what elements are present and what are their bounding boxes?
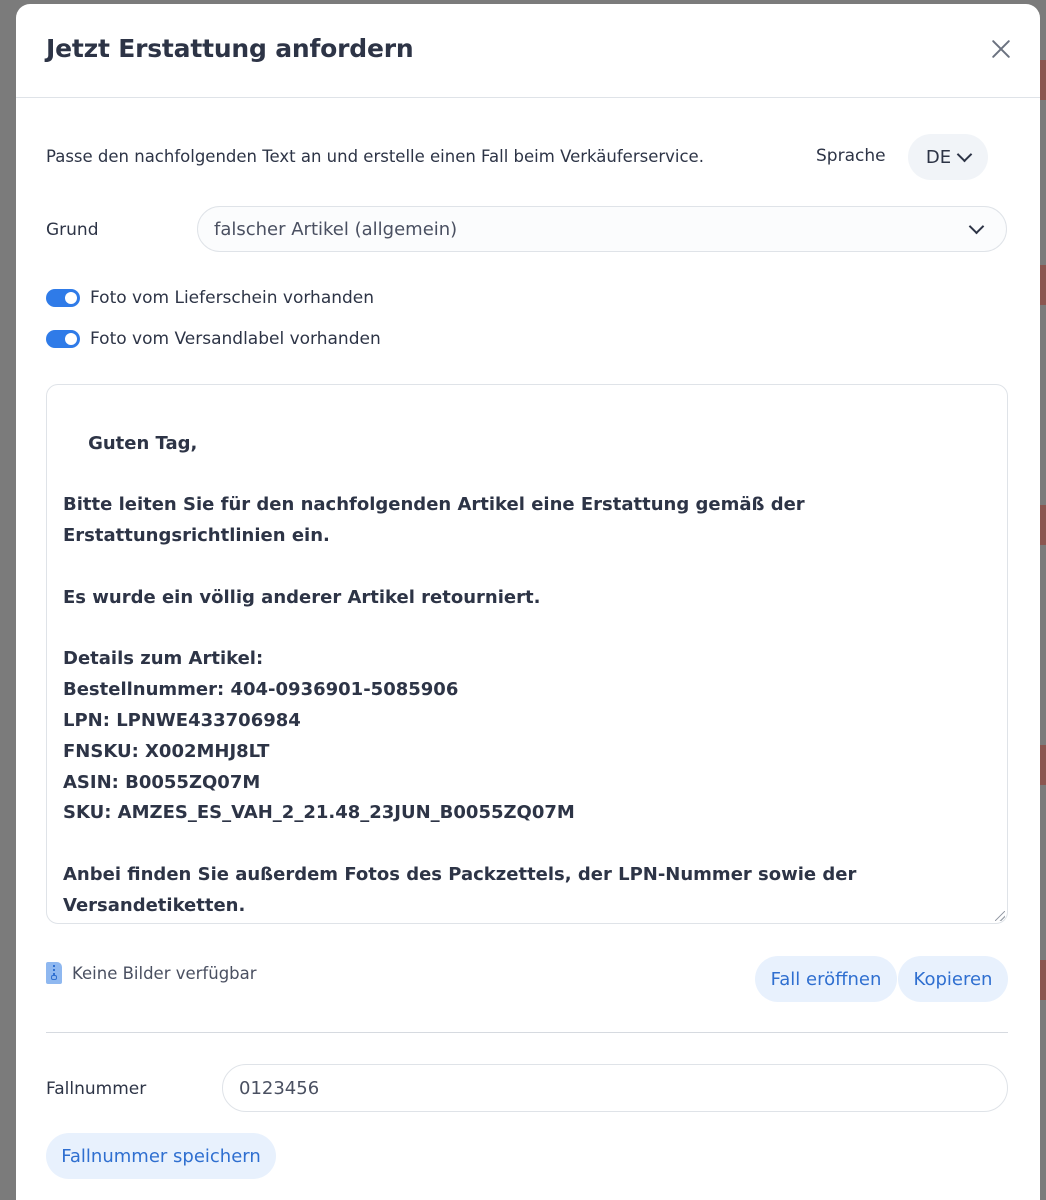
open-case-button[interactable]: Fall eröffnen — [755, 956, 897, 1002]
toggle-row-shipping-label — [46, 329, 381, 349]
refund-request-modal — [16, 4, 1040, 1200]
toggle-label: Foto vom Lieferschein vorhanden — [90, 288, 375, 308]
reason-label: Grund — [46, 220, 99, 240]
divider — [46, 1032, 1008, 1033]
delivery-note-photo-toggle[interactable] — [46, 289, 80, 307]
chevron-down-icon — [969, 219, 985, 235]
reason-value: falscher Artikel (allgemein) — [214, 218, 458, 240]
language-label: Sprache — [816, 146, 886, 166]
case-number-label: Fallnummer — [46, 1079, 147, 1099]
shipping-label-photo-toggle[interactable] — [46, 330, 80, 348]
toggle-row-delivery-note — [46, 288, 374, 308]
message-text: Guten Tag, Bitte leiten Sie für den nachfolgenden Artikel eine Erstattung gemäß der Erstattungsrichtlinien ein. Es wurde ein völlig anderer Artikel retourniert. Details zum Artikel: Bestellnummer: 404-0936901-5085906 LPN: LPNWE433706984 FNSKU: X002MHJ8LT ASIN: B0055ZQ07M SKU: AMZES_ES_VAH_2_21.48_23JUN_B0055ZQ07M Anbei finden Sie außerdem Fotos des Packzettels, der LPN-Nummer sowie der Versandetiketten. — [63, 432, 857, 916]
chevron-down-icon — [957, 147, 973, 163]
case-number-input[interactable] — [222, 1064, 1008, 1112]
reason-select[interactable] — [197, 206, 1007, 252]
zip-file-icon — [46, 962, 62, 984]
attachments-info — [46, 962, 257, 984]
message-textarea[interactable] — [46, 384, 1008, 924]
close-icon[interactable] — [986, 34, 1016, 64]
modal-header — [16, 4, 1040, 98]
copy-button[interactable]: Kopieren — [898, 956, 1008, 1002]
no-images-text: Keine Bilder verfügbar — [72, 963, 257, 983]
intro-text: Passe den nachfolgenden Text an und erstelle einen Fall beim Verkäuferservice. — [46, 147, 704, 166]
toggle-label: Foto vom Versandlabel vorhanden — [90, 329, 381, 349]
save-case-number-button[interactable]: Fallnummer speichern — [46, 1133, 276, 1179]
language-select[interactable] — [908, 134, 988, 180]
modal-title: Jetzt Erstattung anfordern — [46, 34, 414, 63]
resize-handle[interactable] — [995, 911, 1005, 921]
language-value: DE — [925, 146, 952, 168]
